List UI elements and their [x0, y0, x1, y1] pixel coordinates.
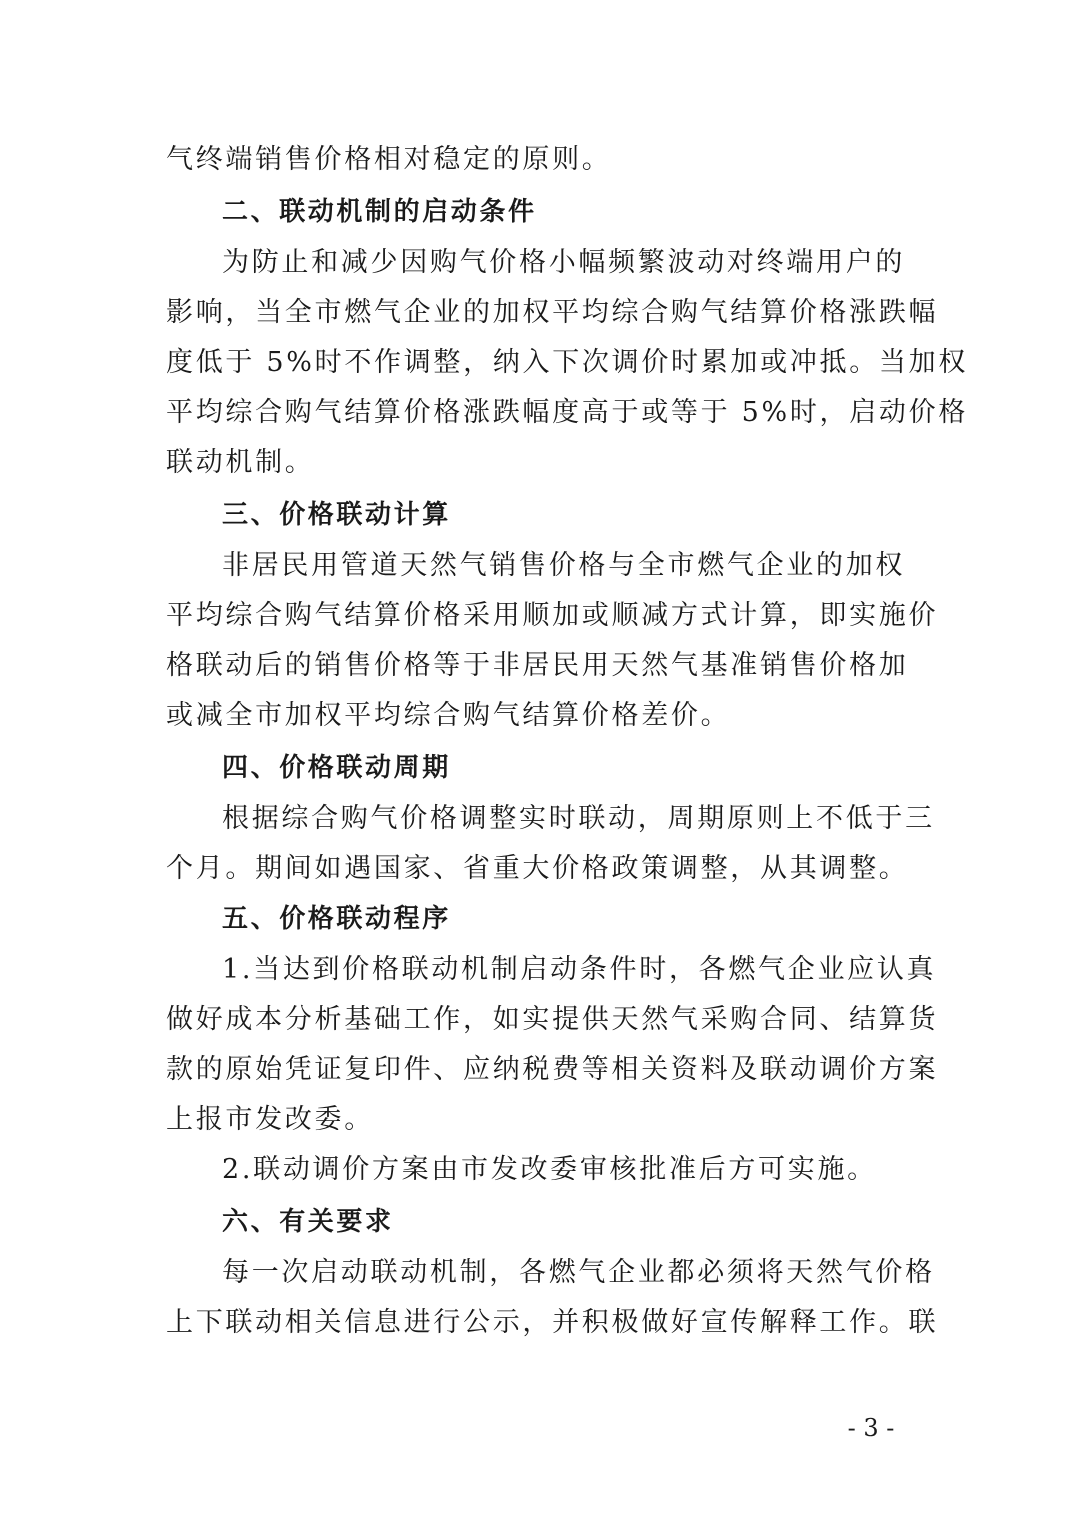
paragraph-line: 2.联动调价方案由市发改委审核批准后方可实施。: [222, 1154, 877, 1185]
paragraph-line: 1.当达到价格联动机制启动条件时，各燃气企业应认真: [222, 954, 937, 985]
paragraph-line: 上下联动相关信息进行公示，并积极做好宣传解释工作。联: [166, 1307, 939, 1338]
paragraph-line: 个月。期间如遇国家、省重大价格政策调整，从其调整。: [166, 853, 909, 884]
section-heading: 三、价格联动计算: [222, 500, 451, 530]
paragraph-line: 做好成本分析基础工作，如实提供天然气采购合同、结算货: [166, 1004, 939, 1035]
paragraph-line: 平均综合购气结算价格涨跌幅度高于或等于 5%时，启动价格: [166, 397, 969, 428]
paragraph-line: 款的原始凭证复印件、应纳税费等相关资料及联动调价方案: [166, 1054, 939, 1085]
paragraph-line: 平均综合购气结算价格采用顺加或顺减方式计算，即实施价: [166, 600, 939, 631]
section-heading: 四、价格联动周期: [222, 753, 451, 783]
paragraph-line: 每一次启动联动机制，各燃气企业都必须将天然气价格: [222, 1257, 935, 1288]
section-heading: 二、联动机制的启动条件: [222, 197, 537, 227]
page-number: - 3 -: [847, 1414, 895, 1442]
paragraph-line: 气终端销售价格相对稳定的原则。: [166, 144, 612, 175]
paragraph-line: 为防止和减少因购气价格小幅频繁波动对终端用户的: [222, 247, 906, 278]
paragraph-line: 或减全市加权平均综合购气结算价格差价。: [166, 700, 731, 731]
paragraph-line: 上报市发改委。: [166, 1104, 374, 1135]
paragraph-line: 联动机制。: [166, 447, 315, 478]
paragraph-line: 非居民用管道天然气销售价格与全市燃气企业的加权: [222, 550, 906, 581]
paragraph-line: 影响，当全市燃气企业的加权平均综合购气结算价格涨跌幅: [166, 297, 939, 328]
section-heading: 五、价格联动程序: [222, 904, 451, 934]
section-heading: 六、有关要求: [222, 1207, 394, 1237]
paragraph-line: 格联动后的销售价格等于非居民用天然气基准销售价格加: [166, 650, 909, 681]
paragraph-line: 根据综合购气价格调整实时联动，周期原则上不低于三: [222, 803, 935, 834]
paragraph-line: 度低于 5%时不作调整，纳入下次调价时累加或冲抵。当加权: [166, 347, 969, 378]
